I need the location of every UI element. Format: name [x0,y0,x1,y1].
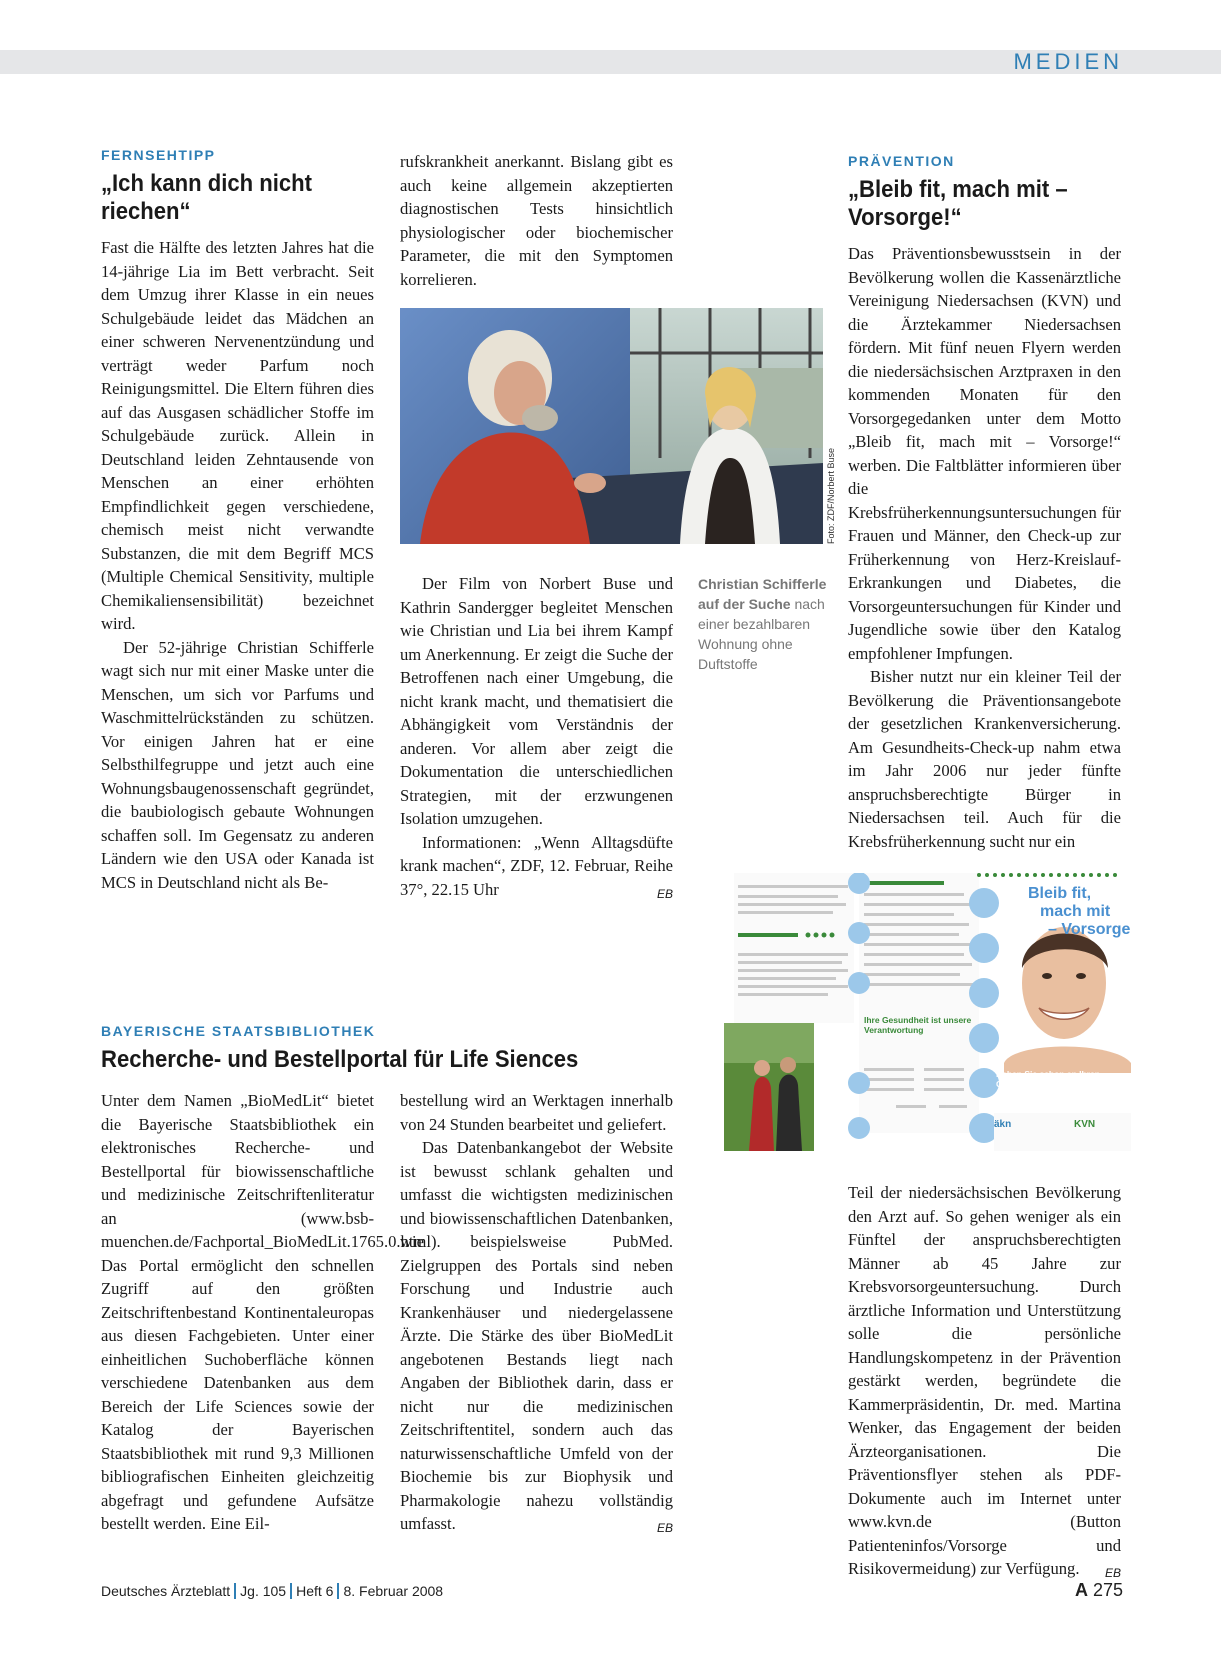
photo-illustration [400,308,823,544]
paragraph: Fast die Hälfte des letzten Jahres hat die 14-jährige Lia im Bett verbracht. Seit dem Umzug ihrer Klasse in ein neues Schulgebäude leidet das Mädchen an einer schweren Nervenentzündung und verträgt weder Parfum noch Reinigungsmittel. Die Eltern führen dies auf das Ausgasen schädlicher Stoffe im Schulgebäude zurück. Allein in Deutschland leiden Zehntausende von Menschen an einer erhöhten Empfindlichkeit gegen verschiedene, chemisch meist nicht verwandte Substanzen, die mit dem Begriff MCS (Multiple Chemical Sensitivity, multiple Chemikaliensensibilität) bezeichnet wird. [101,238,374,633]
tv-film-photo [400,308,823,544]
flyer-checkup-text: Haben Sie schon an Ihren Gesundheits-Check-up 35+ gedacht? [996,1069,1106,1099]
praevention-kicker: PRÄVENTION [848,153,955,169]
flyer-title: Bleib fit, mach mit – Vorsorge [1028,885,1131,938]
page-number: A 275 [1074,1580,1123,1600]
flyer-subtitle: Ihre Gesundheit ist unsere Verantwortung [864,1015,972,1035]
paragraph: Das Präventionsbewusstsein in der Bevölkerung wollen die Kassenärztliche Vereinigung Niedersachsen (KVN) und die Ärztekammer Niedersachsen fördern. Mit fünf neuen Flyern werden die niedersächsischen Arztpraxen in den kommenden Monaten für den Vorsorgegedanken unter dem Motto „Bleib fit, mach mit – Vorsorge!“ werben. Die Faltblätter informieren über die Krebsfrüherkennungsuntersuchungen für Frauen und Männer, den Check-up zur Früherkennung von Herz-Kreislauf-Erkrankungen und Diabetes, die Vorsorgeuntersuchungen für Kinder und Jugendliche sowie über den Katalog empfohlener Impfungen. [848,244,1121,663]
signature: EB [656,886,673,901]
praevention-headline: „Bleib fit, mach mit – Vorsorge!“ [848,176,1068,231]
paragraph: Das Datenbankangebot der Website ist bewusst schlank gehalten und umfasst die wichtigsten medizinischen und biowissenschaftlichen Datenbanken, wie beispielsweise PubMed. Zielgruppen des Portals sind neben Forschung und Industrie auch Krankenhäuser und niedergelassene Ärzte. Die Stärke des über BioMedLit angebotenen Bestands liegt nach Angaben der Bibliothek darin, dass er nicht nur die medizinischen Zeitschriftentitel, sondern auch das naturwissenschaftliche Umfeld von der Biochemie bis zur Biophysik und Pharmakologie nahezu vollständig umfasst. EB [400,1136,673,1536]
fernsehtipp-body [101,236,374,894]
paragraph: bestellung wird an Werktagen innerhalb von 24 Stunden bearbeitet und geliefert. [400,1091,673,1134]
photo-credit: Foto: ZDF/Norbert Buse [826,447,836,544]
staatsbibliothek-column-1 [101,1089,441,1536]
staatsbibliothek-column-2 [400,1089,673,1541]
caption-text: nach einer bezahlbaren Wohnung ohne Duftstoffe [698,596,825,672]
praevention-column-bottom [848,1181,1121,1586]
paragraph: Der 52-jährige Christian Schifferle wagt sich nur mit einer Maske unter die Menschen, um sich vor Parfums und Waschmittelrückständen zu schützen. Vor einigen Jahren hat er eine Selbsthilfegruppe und jetzt auch eine Wohnungsbaugenossenschaft gegründet, die baubiologisch gebaute Wohnungen schaffen soll. Im Gegensatz zu anderen Ländern wie den USA oder Kanada ist MCS in Deutschland nicht als Be- [101,637,374,892]
praevention-column [848,152,1121,853]
paragraph: Teil der niedersächsischen Bevölkerung den Arzt auf. So gehen weniger als ein Fünftel der anspruchsberechtigten Männer ab 45 Jahre zur Krebsvorsorgeuntersuchung. Durch ärztliche Information und Unterstützung solle die persönliche Handlungskompetenz in der Prävention gestärkt werden, begründete die Kammerpräsidentin, Dr. med. Martina Wenker, das Engagement der beiden Ärzteorganisationen. Die Präventionsflyer stehen als PDF-Dokumente auch im Internet unter www.kvn.de (Button Patienteninfos/Vorsorge und Risikovermeidung) zur Verfügung. EB [848,1181,1121,1581]
paragraph: rufskrankheit anerkannt. Bislang gibt es auch keine allgemein akzeptierten diagnostischen Tests hinsichtlich physiologischer oder biochemischer Parameter, die mit den Symptomen korrelieren. [400,152,673,289]
staatsbibliothek-kicker: BAYERISCHE STAATSBIBLIOTHEK [101,1023,376,1039]
paragraph: Informationen: „Wenn Alltagsdüfte krank machen“, ZDF, 12. Februar, Reihe 37°, 22.15 Uhr EB [400,831,673,902]
fernsehtipp-column-1 [101,146,374,894]
caption-bold: Christian Schifferle auf der Suche [698,576,827,612]
signature: EB [656,1521,673,1535]
paragraph: Unter dem Namen „BioMedLit“ bietet die Bayerische Staatsbibliothek ein elektronisches Recherche- und Bestellportal für biowissenschaftliche und medizinische Zeitschriftenliteratur an (www.bsb-muenchen.de/Fachportal_BioMedLit.1765.0.html). Das Portal ermöglicht den schnellen Zugriff auf den größten Zeitschriftenbestand Kontinentaleuropas aus diesen Fachgebieten. Unter einer einheitlichen Suchoberfläche können verschiedene Datenbanken aus dem Bereich der Life Sciences sowie der Katalog der Bayerischen Staatsbibliothek mit rund 9,3 Millionen bibliografischen Einheiten gleichzeitig abgefragt und gefundene Aufsätze bestellt werden. Eine Eil- [101,1091,441,1533]
flyer-logo-kvn: KVN [1074,1119,1096,1130]
staatsbibliothek-headline: Recherche- und Bestellportal für Life Siences [101,1046,579,1073]
fernsehtipp-headline: „Ich kann dich nicht riechen“ [101,170,313,225]
signature: EB [1104,1566,1121,1580]
footer-citation: Deutsches Ärzteblatt Jg. 105 Heft 6 8. Februar 2008 [101,1583,444,1599]
paragraph: Der Film von Norbert Buse und Kathrin Sandergger begleitet Menschen wie Christian und Lia bei ihrem Kampf um Anerkennung. Er zeigt die Suche der Betroffenen nach einer Umgebung, die nicht krank macht, und thematisiert die Abhängigkeit vom Verständnis der anderen. Vor allem aber zeigt die Dokumentation die unterschiedlichen Strategien, mit der erzwungenen Isolation umzugehen. [400,574,673,828]
fernsehtipp-kicker: FERNSEHTIPP [101,147,216,163]
praevention-flyer-image [724,873,1131,1151]
flyer-logo-aekn: äkn [994,1119,1012,1130]
photo-caption [698,574,828,674]
staatsbibliothek-heading [101,1022,701,1074]
fernsehtipp-column-2-bottom [400,572,673,906]
section-label: MEDIEN [1013,49,1123,74]
fernsehtipp-column-2-top [400,150,673,291]
paragraph: Bisher nutzt nur ein kleiner Teil der Bevölkerung die Präventionsangebote der gesetzlichen Krankenversicherung. Am Gesundheits-Check-up nahm etwa im Jahr 2006 nur jeder fünfte anspruchsberechtigte Bürger in Niedersachsen teil. Auch für die Krebsfrüherkennung sucht nur ein [848,667,1121,851]
